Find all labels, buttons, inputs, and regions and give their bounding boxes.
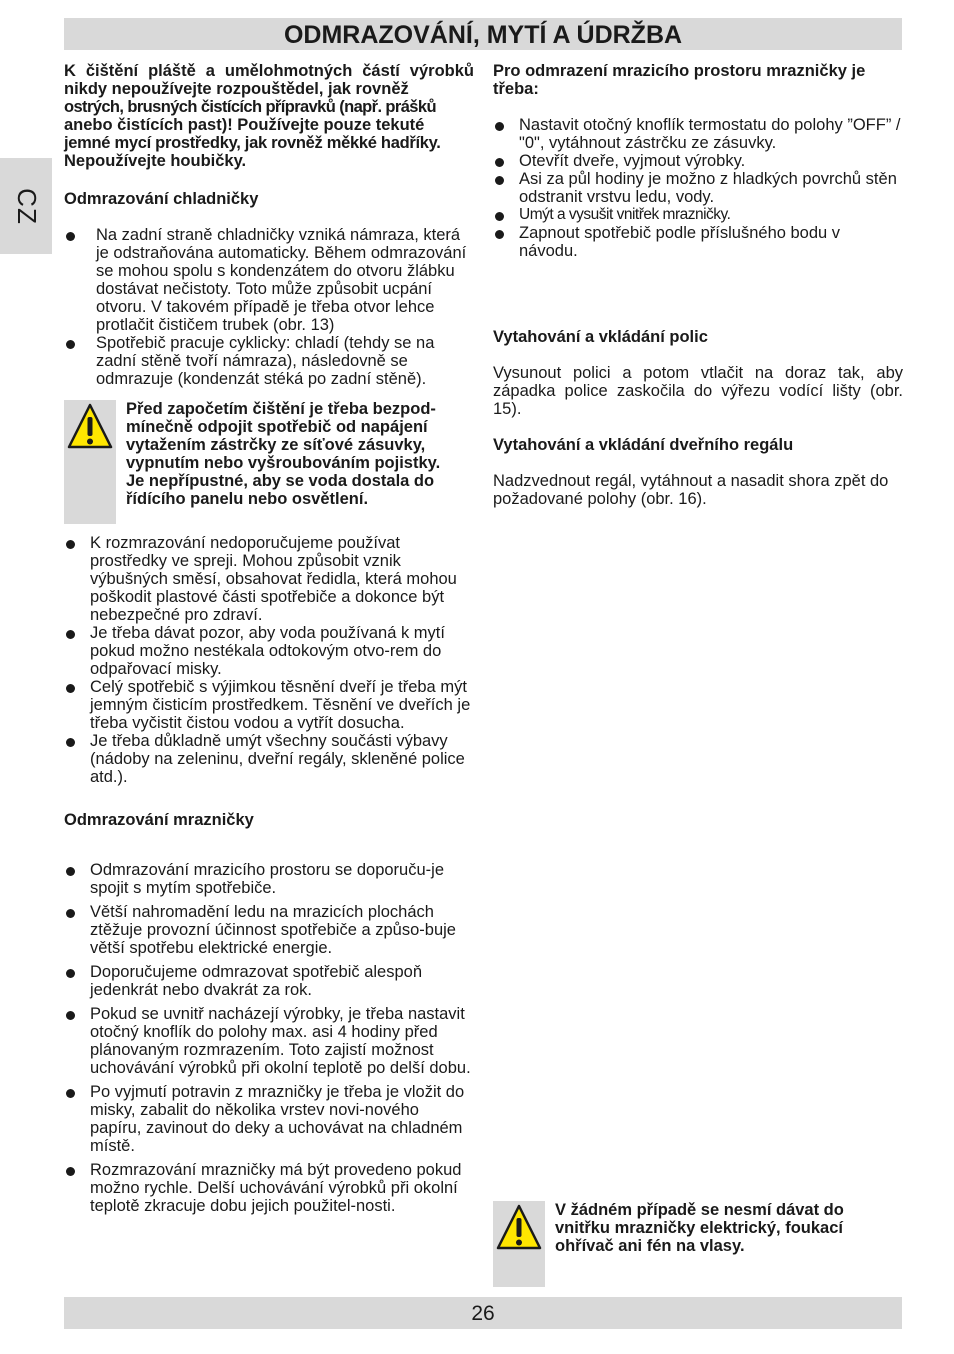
language-tab	[0, 158, 52, 254]
fridge-defrost-list	[64, 226, 474, 388]
list-item: Odmrazování mrazicího prostoru se doporuču-je spojit s mytím spotřebiče.	[64, 861, 474, 897]
warning-line: ohřívač ani fén na vlasy.	[555, 1237, 745, 1255]
freezer-defrost-heading: Odmrazování mrazničky	[64, 811, 254, 829]
freezer-defrost-steps	[493, 116, 903, 260]
shelves-heading: Vytahování a vkládání polic	[493, 328, 708, 346]
warning-line: V žádném případě se nesmí dávat do	[555, 1201, 844, 1219]
list-item: Umýt a vysušit vnitřek mrazničky.	[493, 206, 903, 224]
warning-text	[545, 1201, 844, 1287]
list-item: Spotřebič pracuje cyklicky: chladí (tehdy se na zadní stěně tvoří námraza), následovně se odmrazuje (kondenzát stéká po zadní stěně).	[64, 334, 474, 388]
intro-line-3: anebo čistících past)! Používejte pouze tekuté	[64, 116, 425, 134]
left-column	[64, 62, 474, 1215]
list-item: Je třeba důkladně umýt všechny součásti výbavy (nádoby na zeleninu, dveřní regály, skleněné police atd.).	[64, 732, 474, 786]
right-column	[493, 62, 903, 508]
list-item: Rozmrazování mrazničky má být provedeno pokud možno rychle. Delší uchovávání výrobků při okolní teplotě zkracuje dobu jejich použitel-nosti.	[64, 1161, 474, 1215]
door-rack-text: Nadzvednout regál, vytáhnout a nasadit shora zpět do požadované polohy (obr. 16).	[493, 472, 889, 508]
list-item: Nastavit otočný knoflík termostatu do polohy ”OFF” / "0", vytáhnout zástrčku ze zásuvky.	[493, 116, 903, 152]
intro-line-2: ostrých, brusných čistících přípravků (např. prášků	[64, 98, 436, 116]
list-item: Je třeba dávat pozor, aby voda používaná k mytí pokud možno nestékala odtokovým otvo-rem do odpařovací misky.	[64, 624, 474, 678]
list-item: Asi za půl hodiny je možno z hladkých povrchů stěn odstranit vrstvu ledu, vody.	[493, 170, 903, 206]
page-title: ODMRAZOVÁNÍ, MYTÍ A ÚDRŽBA	[64, 18, 902, 50]
list-item: Otevřít dveře, vyjmout výrobky.	[493, 152, 903, 170]
list-item: Na zadní straně chladničky vzniká námraza, která je odstraňována automaticky. Během odmrazování se mohou spolu s kondenzátem do otvoru žlábku dostávat nečistoty. Toto může způsobit ucpání otvoru. V takovém případě je třeba otvor lehce protlačit čističem trubek (obr. 13)	[64, 226, 474, 334]
warning-line: vypnutím nebo vyšroubováním pojistky.	[126, 454, 441, 472]
warning-line: Před započetím čištění je třeba bezpod-	[126, 400, 436, 418]
warning-triangle-icon	[496, 1203, 542, 1253]
freezer-defrost-list	[64, 861, 474, 1215]
intro-line-4: jemné mycí prostředky, jak rovněž měkké hadříky.	[64, 134, 441, 152]
warning-icon-panel	[493, 1201, 545, 1287]
warning-line: vnitřku mrazničky elektrický, foukací	[555, 1219, 843, 1237]
list-item: Po vyjmutí potravin z mrazničky je třeba je vložit do misky, zabalit do několika vrstev novi-nového papíru, zavinout do deky a uchovávat na chladném místě.	[64, 1083, 474, 1155]
list-item: Zapnout spotřebič podle příslušného bodu v návodu.	[493, 224, 903, 260]
language-code: CZ	[11, 187, 42, 225]
warning-line: mínečně odpojit spotřebič od napájení	[126, 418, 428, 436]
list-item: Doporučujeme odmrazovat spotřebič alespoň jedenkrát nebo dvakrát za rok.	[64, 963, 474, 999]
list-item: Větší nahromadění ledu na mrazicích plochách ztěžuje provozní účinnost spotřebiče a způso-buje větší spotřebu elektrické energie.	[64, 903, 474, 957]
page-number: 26	[64, 1297, 902, 1329]
warning-line: řídícího panelu nebo osvětlení.	[126, 490, 369, 508]
warning-triangle-icon	[67, 402, 113, 452]
list-item: Pokud se uvnitř nacházejí výrobky, je třeba nastavit otočný knoflík do polohy max. asi 4 hodiny před plánovaným rozmrazením. Toto zajistí možnost uchovávání výrobků při okolní teplotě po delší dobu.	[64, 1005, 474, 1077]
shelves-text: Vysunout polici a potom vtlačit na doraz tak, aby západka police zaskočila do výřezu vodící lišty (obr. 15).	[493, 364, 903, 418]
warning-line: vytažením zástrčky ze síťové zásuvky,	[126, 436, 426, 454]
warning-box	[64, 400, 474, 524]
warning-icon-panel	[64, 400, 116, 524]
cleaning-list	[64, 534, 474, 786]
list-item: K rozmrazování nedoporučujeme používat prostředky ve spreji. Mohou způsobit vznik výbušných směsí, obsahovat ředidla, která mohou poškodit plastové části spotřebiče a dokonce být nebezpečné pro zdraví.	[64, 534, 474, 624]
freezer-defrost-intro: Pro odmrazení mrazicího prostoru mrazničky je třeba:	[493, 62, 866, 98]
door-rack-heading: Vytahování a vkládání dveřního regálu	[493, 436, 794, 454]
freezer-warning-box	[493, 1201, 903, 1287]
intro-line-1: K čištění pláště a umělohmotných částí výrobků nikdy nepoužívejte rozpouštědel, jak rovněž	[64, 62, 474, 98]
list-item: Celý spotřebič s výjimkou těsnění dveří je třeba mýt jemným čisticím prostředkem. Těsnění ve dveřích je třeba vyčistit čistou vodou a vytřít dosucha.	[64, 678, 474, 732]
fridge-defrost-heading: Odmrazování chladničky	[64, 190, 259, 208]
warning-line: Je nepřípustné, aby se voda dostala do	[126, 472, 435, 490]
intro-line-5: Nepoužívejte houbičky.	[64, 152, 247, 170]
warning-text	[116, 400, 440, 524]
